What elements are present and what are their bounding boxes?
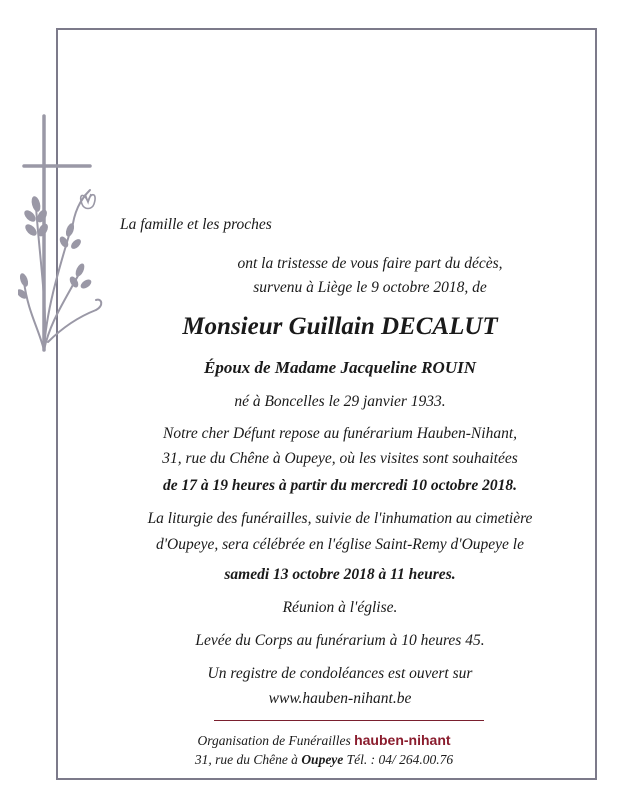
birth-line: né à Boncelles le 29 janvier 1933. <box>234 393 446 410</box>
organizer-prefix: Organisation de Funérailles <box>197 733 351 748</box>
viewing-line-2: 31, rue du Chêne à Oupeye, où les visites sont souhaitées <box>162 450 518 467</box>
address-town: Oupeye <box>301 752 344 767</box>
meeting-line: Réunion à l'église. <box>282 599 398 616</box>
viewing-times: de 17 à 19 heures à partir du mercredi 10 octobre 2018. <box>163 477 517 494</box>
address-line <box>0 752 622 768</box>
phone-number: Tél. : 04/ 264.00.76 <box>346 752 454 767</box>
funeral-line-1: La liturgie des funérailles, suivie de l'inhumation au cimetière <box>147 510 533 527</box>
footer-divider <box>214 720 484 721</box>
family-intro: La famille et les proches <box>120 216 272 233</box>
condolences-line: Un registre de condoléances est ouvert sur <box>207 665 473 682</box>
viewing-line-1: Notre cher Défunt repose au funérarium Hauben-Nihant, <box>162 425 518 442</box>
announcement-line-1: ont la tristesse de vous faire part du décès, <box>237 255 503 272</box>
brand-logo-text: hauben-nihant <box>354 732 451 748</box>
procession-line: Levée du Corps au funérarium à 10 heures 45. <box>195 632 485 649</box>
funeral-line-2: d'Oupeye, sera célébrée en l'église Saint-Remy d'Oupeye le <box>155 536 524 553</box>
announcement-line-2: survenu à Liège le 9 octobre 2018, de <box>253 279 487 296</box>
deceased-name: Monsieur Guillain DECALUT <box>182 313 498 340</box>
condolences-url[interactable]: www.hauben-nihant.be <box>268 690 412 707</box>
organizer-line <box>0 732 622 749</box>
address-prefix: 31, rue du Chêne à <box>194 752 298 767</box>
spouse-line: Époux de Madame Jacqueline ROUIN <box>204 358 476 377</box>
funeral-date: samedi 13 octobre 2018 à 11 heures. <box>224 566 456 583</box>
